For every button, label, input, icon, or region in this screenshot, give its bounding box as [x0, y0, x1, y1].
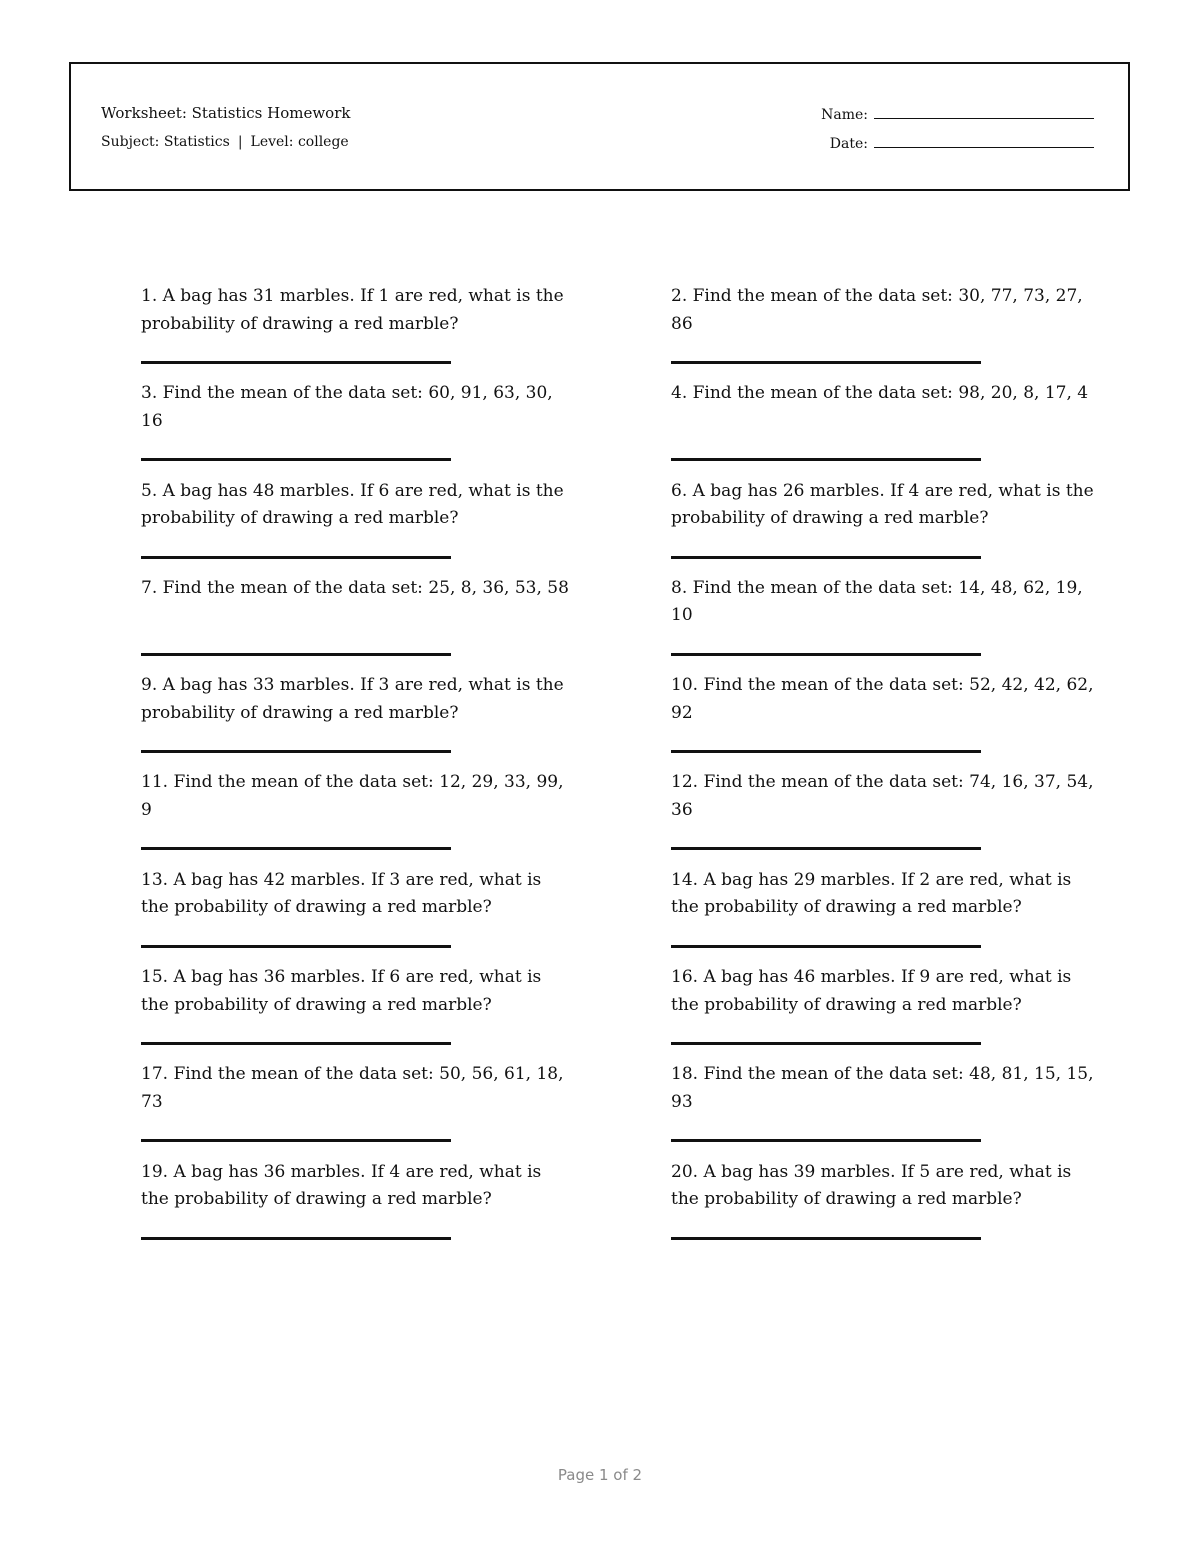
question-item — [141, 283, 571, 380]
answer-line[interactable] — [671, 361, 981, 364]
question-item — [141, 1061, 571, 1158]
question-text: 11. Find the mean of the data set: 12, 29, 33, 99, 9 — [141, 772, 564, 820]
question-text: 7. Find the mean of the data set: 25, 8, 36, 53, 58 — [141, 577, 569, 598]
worksheet-title: Worksheet: Statistics Homework — [101, 104, 351, 122]
question-text: 20. A bag has 39 marbles. If 5 are red, what is the probability of drawing a red marble? — [671, 1161, 1072, 1210]
question-text: 6. A bag has 26 marbles. If 4 are red, what is the probability of drawing a red marble? — [671, 480, 1094, 529]
question-grid — [141, 283, 1101, 1256]
question-text: 2. Find the mean of the data set: 30, 77, 73, 27, 86 — [671, 286, 1083, 334]
answer-line[interactable] — [141, 653, 451, 656]
question-row — [141, 380, 1101, 477]
question-item — [141, 1159, 571, 1256]
answer-line[interactable] — [671, 458, 981, 461]
name-label: Name: — [821, 107, 868, 123]
date-label: Date: — [829, 136, 868, 152]
question-item — [671, 1061, 1101, 1158]
worksheet-subtitle — [101, 134, 349, 150]
level-label: Level: college — [250, 134, 349, 150]
question-item — [671, 964, 1101, 1061]
question-text: 19. A bag has 36 marbles. If 4 are red, what is the probability of drawing a red marble? — [141, 1161, 542, 1210]
answer-line[interactable] — [671, 750, 981, 753]
question-text: 4. Find the mean of the data set: 98, 20, 8, 17, 4 — [671, 383, 1089, 404]
question-item — [671, 1159, 1101, 1256]
answer-line[interactable] — [141, 945, 451, 948]
answer-line[interactable] — [141, 556, 451, 559]
question-row — [141, 867, 1101, 964]
page-number: Page 1 of 2 — [557, 1466, 643, 1484]
worksheet-header — [69, 62, 1130, 191]
question-row — [141, 672, 1101, 769]
question-text: 5. A bag has 48 marbles. If 6 are red, what is the probability of drawing a red marble? — [141, 480, 564, 529]
question-text: 8. Find the mean of the data set: 14, 48, 62, 19, 10 — [671, 577, 1083, 626]
answer-line[interactable] — [141, 458, 451, 461]
answer-line[interactable] — [671, 653, 981, 656]
question-item — [141, 964, 571, 1061]
question-text: 13. A bag has 42 marbles. If 3 are red, what is the probability of drawing a red marble? — [141, 869, 542, 918]
question-item — [141, 867, 571, 964]
question-row — [141, 1159, 1101, 1256]
question-item — [671, 672, 1101, 769]
question-text: 10. Find the mean of the data set: 52, 42, 42, 62, 92 — [671, 675, 1094, 723]
subtitle-separator: | — [237, 134, 243, 150]
question-row — [141, 769, 1101, 866]
date-blank[interactable] — [874, 135, 1094, 148]
question-row — [141, 575, 1101, 672]
answer-line[interactable] — [141, 361, 451, 364]
question-item — [141, 672, 571, 769]
question-text: 3. Find the mean of the data set: 60, 91, 63, 30, 16 — [141, 383, 553, 431]
question-text: 15. A bag has 36 marbles. If 6 are red, what is the probability of drawing a red marble? — [141, 967, 542, 1015]
question-item — [671, 867, 1101, 964]
question-row — [141, 1061, 1101, 1158]
question-item — [141, 575, 571, 672]
name-blank[interactable] — [874, 106, 1094, 119]
question-item — [671, 478, 1101, 575]
question-item — [141, 380, 571, 477]
question-item — [141, 478, 571, 575]
answer-line[interactable] — [671, 1237, 981, 1240]
question-text: 17. Find the mean of the data set: 50, 56, 61, 18, 73 — [141, 1064, 564, 1112]
question-item — [671, 283, 1101, 380]
question-row — [141, 964, 1101, 1061]
question-text: 14. A bag has 29 marbles. If 2 are red, what is the probability of drawing a red marble? — [671, 869, 1072, 918]
answer-line[interactable] — [671, 945, 981, 948]
question-row — [141, 283, 1101, 380]
question-text: 16. A bag has 46 marbles. If 9 are red, what is the probability of drawing a red marble? — [671, 967, 1072, 1015]
question-item — [671, 769, 1101, 866]
answer-line[interactable] — [671, 1042, 981, 1045]
answer-line[interactable] — [671, 847, 981, 850]
question-row — [141, 478, 1101, 575]
question-item — [671, 575, 1101, 672]
question-text: 18. Find the mean of the data set: 48, 81, 15, 15, 93 — [671, 1064, 1094, 1112]
question-item — [671, 380, 1101, 477]
answer-line[interactable] — [141, 1237, 451, 1240]
question-item — [141, 769, 571, 866]
question-text: 12. Find the mean of the data set: 74, 16, 37, 54, 36 — [671, 772, 1094, 820]
answer-line[interactable] — [141, 847, 451, 850]
subject-label: Subject: Statistics — [101, 134, 230, 150]
question-text: 9. A bag has 33 marbles. If 3 are red, what is the probability of drawing a red marble? — [141, 675, 564, 723]
answer-line[interactable] — [141, 1139, 451, 1142]
date-field[interactable] — [830, 135, 1094, 152]
name-field[interactable] — [821, 106, 1094, 123]
answer-line[interactable] — [141, 750, 451, 753]
answer-line[interactable] — [671, 1139, 981, 1142]
answer-line[interactable] — [141, 1042, 451, 1045]
answer-line[interactable] — [671, 556, 981, 559]
question-text: 1. A bag has 31 marbles. If 1 are red, what is the probability of drawing a red marble? — [141, 286, 564, 334]
